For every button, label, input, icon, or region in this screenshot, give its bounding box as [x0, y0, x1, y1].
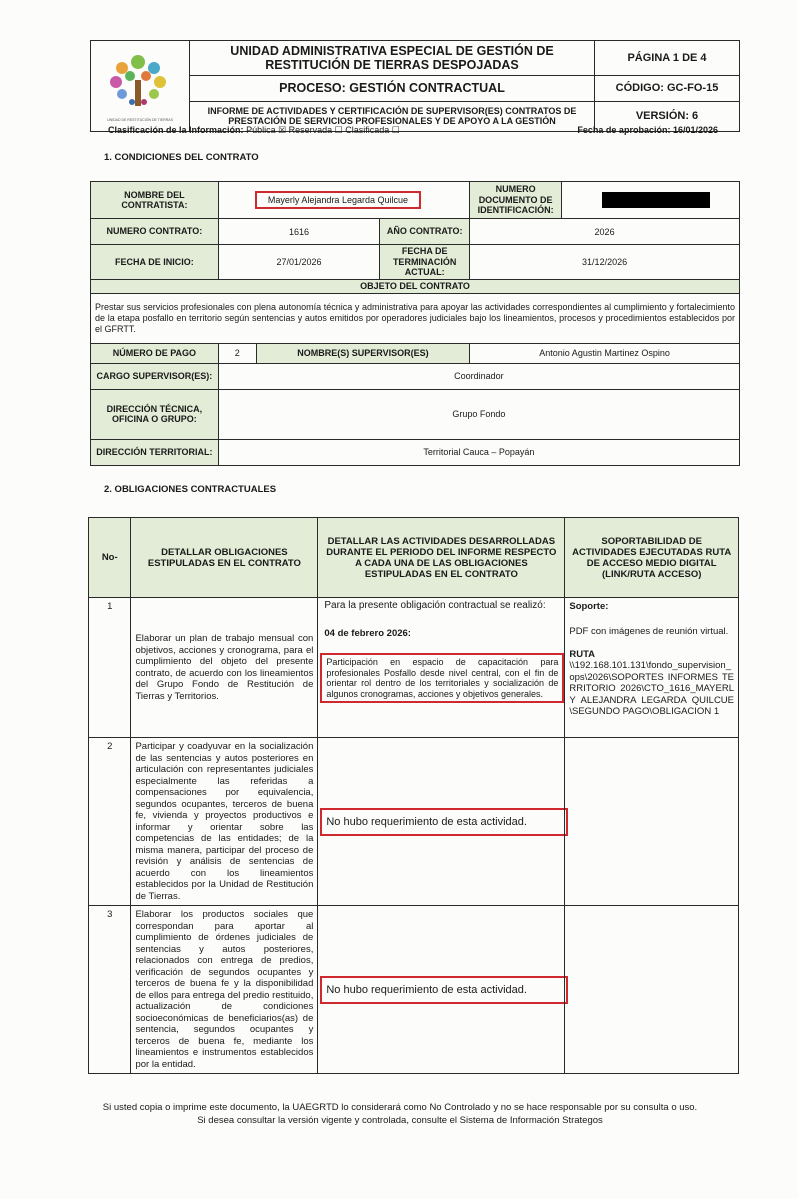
contract-object-label: OBJETO DEL CONTRATO [91, 279, 740, 293]
territorial-direction-label: DIRECCIÓN TERRITORIAL: [91, 439, 219, 465]
support-cell [565, 738, 739, 906]
activity-cell [318, 738, 565, 906]
classification-line [108, 125, 748, 136]
header-number: No- [89, 518, 131, 598]
start-date-value: 27/01/2026 [218, 245, 379, 280]
supervisor-name-value: Antonio Agustin Martinez Ospino [470, 343, 740, 363]
table-row [89, 906, 739, 1074]
contract-year-label: AÑO CONTRATO: [380, 219, 470, 245]
activity-text: No hubo requerimiento de esta actividad. [320, 976, 568, 1004]
document-header [90, 40, 740, 132]
territorial-direction-value: Territorial Cauca – Popayán [218, 439, 739, 465]
activity-cell [318, 598, 565, 738]
header-activities: DETALLAR LAS ACTIVIDADES DESARROLLADAS DURANTE EL PERIODO DEL INFORME RESPECTO A CADA UNA DE LAS OBLIGACIONES ESTIPULADAS EN EL CONTRATO [318, 518, 565, 598]
contractor-name-value: Mayerly Alejandra Legarda Quilcue [255, 191, 421, 209]
technical-direction-label: DIRECCIÓN TÉCNICA, OFICINA O GRUPO: [91, 389, 219, 439]
support-label: Soporte: [569, 601, 609, 612]
contract-number-label: NUMERO CONTRATO: [91, 219, 219, 245]
document-version: VERSIÓN: 6 [595, 101, 740, 131]
end-date-label: FECHA DE TERMINACIÓN ACTUAL: [380, 245, 470, 280]
document-footer: Si usted copia o imprime este documento, la UAEGRTD lo considerará como No Controlado y no se hace responsable por su consulta o uso. Si desea consultar la versión vigente y controlada, consulte el Sistema de Información Strategos [102, 1102, 698, 1126]
obligation-cell [131, 738, 318, 906]
contractor-name-cell [218, 182, 469, 219]
obligation-number: 3 [89, 906, 131, 1074]
obligation-number: 1 [89, 598, 131, 738]
support-cell [565, 598, 739, 738]
obligation-text: Elaborar un plan de trabajo mensual con objetivos, acciones y cronograma, para el cumplimiento del objeto del presente contrato, de acuerdo con los lineamientos del Grupo Fondo de Restitución de Tierras y Territorios. [135, 633, 314, 702]
obligation-text: Elaborar los productos sociales que correspondan para aportar al cumplimiento de órdenes judiciales de sentencias y autos posteriores, relacionados con entrega de predios, verificación de segundos ocupantes y terceros de buena fe y la disponibilidad de ellos para entrega del predio restituido, actualización de condiciones socioeconómicas de beneficiarios(as) de sentencia, segundos ocupantes y terceros de buena fe, mediante los lineamientos e instrumentos establecidos por la entidad. [135, 909, 314, 1070]
support-text: PDF con imágenes de reunión virtual. [569, 626, 729, 637]
entity-logo [91, 41, 190, 132]
payment-number-value: 2 [218, 343, 256, 363]
table-row [89, 738, 739, 906]
supervisor-role-label: CARGO SUPERVISOR(ES): [91, 363, 219, 389]
document-code: CÓDIGO: GC-FO-15 [595, 75, 740, 101]
activity-intro: Para la presente obligación contractual se realizó: [324, 600, 546, 611]
technical-direction-value: Grupo Fondo [218, 389, 739, 439]
contract-number-value: 1616 [218, 219, 379, 245]
start-date-label: FECHA DE INICIO: [91, 245, 219, 280]
end-date-value: 31/12/2026 [470, 245, 740, 280]
table-row [89, 598, 739, 738]
supervisor-name-label: NOMBRE(S) SUPERVISOR(ES) [256, 343, 469, 363]
logo-caption: UNIDAD DE RESTITUCIÓN DE TIERRAS [107, 118, 173, 122]
id-document-cell [562, 182, 740, 219]
support-cell [565, 906, 739, 1074]
activity-text: Participación en espacio de capacitación para profesionales Posfallo desde nivel central, con el fin de orientar rol dentro de los territoriales y socialización de algunos cronogramas, acciones y objetivos generales. [320, 653, 564, 703]
contractor-name-label: NOMBRE DEL CONTRATISTA: [91, 182, 219, 219]
supervisor-role-value: Coordinador [218, 363, 739, 389]
contract-object-text: Prestar sus servicios profesionales con plena autonomía técnica y administrativa para apoyar las actividades correspondientes al cumplimiento y fortalecimiento de la etapa posfallo en territorio según sentencias y autos emitidos por operadores judiciales bajo los lineamientos, procesos y procedimientos establecidos por el GFRTT. [91, 293, 740, 343]
route-label: RUTA [569, 649, 596, 660]
obligation-text: Participar y coadyuvar en la socialización de las sentencias y autos posteriores en articulación con representantes judiciales especialmente las referidas a compensaciones por equivalencia, segundos ocupantes, terceros de buena fe, vivienda y proyectos productivos e informar y orientar sobre las competencias de las entidades; de la misma manera, participar del proceso de revisión y análisis de sentencias de acuerdo con los lineamientos establecidos por la Unidad de Restitución de Tierras. [135, 741, 314, 902]
contract-year-value: 2026 [470, 219, 740, 245]
contract-conditions-table [90, 181, 740, 466]
obligations-table [88, 517, 739, 1074]
section-2-title: 2. OBLIGACIONES CONTRACTUALES [104, 484, 277, 495]
payment-number-label: NÚMERO DE PAGO [91, 343, 219, 363]
process-title: PROCESO: GESTIÓN CONTRACTUAL [190, 75, 595, 101]
obligation-cell [131, 598, 318, 738]
section-1-title: 1. CONDICIONES DEL CONTRATO [104, 152, 259, 163]
redacted-id-block [602, 192, 710, 208]
header-support: SOPORTABILIDAD DE ACTIVIDADES EJECUTADAS RUTA DE ACCESO MEDIO DIGITAL (LINK/RUTA ACCESO) [565, 518, 739, 598]
approval-date: Fecha de aprobación: 16/01/2026 [577, 125, 718, 135]
activity-cell [318, 906, 565, 1074]
header-obligation: DETALLAR OBLIGACIONES ESTIPULADAS EN EL CONTRATO [131, 518, 318, 598]
obligation-number: 2 [89, 738, 131, 906]
classification-options: Pública ☒ Reservada ☐ Clasificada ☐ [246, 125, 400, 135]
classification-label: Clasificación de la Información: [108, 125, 244, 135]
activity-date: 04 de febrero 2026: [324, 628, 411, 639]
activity-text: No hubo requerimiento de esta actividad. [320, 808, 568, 836]
obligation-cell [131, 906, 318, 1074]
route-text: \\192.168.101.131\fondo_supervision_ops\2026\SOPORTES INFORMES TERRITORIO 2026\CTO_1616_MAYERLY ALEJANDRA LEGARDA QUILCUE\SEGUNDO PAGO\OBLIGACION 1 [569, 660, 734, 717]
page-number: PÁGINA 1 DE 4 [595, 41, 740, 76]
id-document-label: NUMERO DOCUMENTO DE IDENTIFICACIÓN: [470, 182, 562, 219]
document-title: INFORME DE ACTIVIDADES Y CERTIFICACIÓN DE SUPERVISOR(ES) CONTRATOS DE PRESTACIÓN DE SERVICIOS PROFESIONALES Y DE APOYO A LA GESTIÓN [190, 101, 595, 131]
entity-title: UNIDAD ADMINISTRATIVA ESPECIAL DE GESTIÓN DE RESTITUCIÓN DE TIERRAS DESPOJADAS [190, 41, 595, 76]
